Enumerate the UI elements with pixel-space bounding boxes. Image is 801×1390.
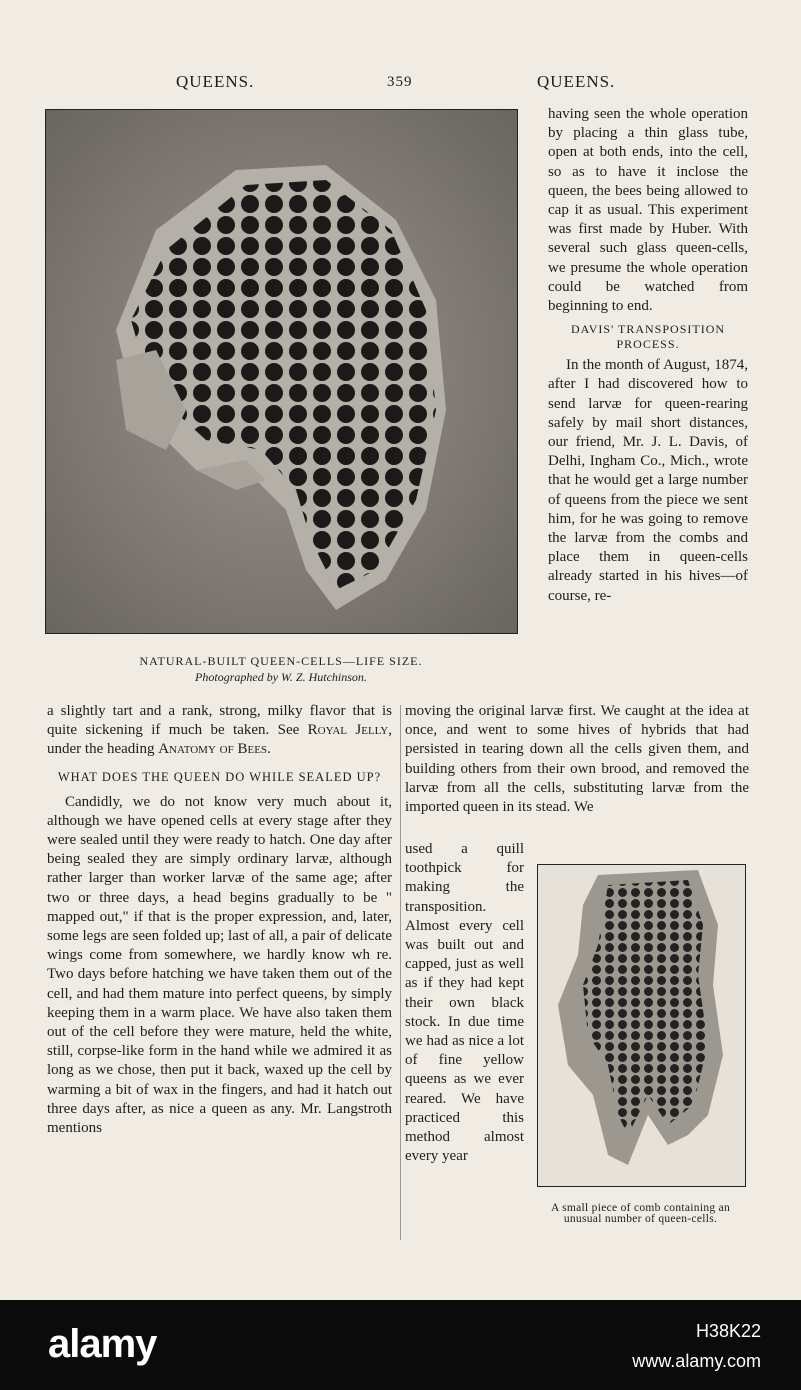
queen-cells-photo (45, 109, 518, 634)
figure1-caption-credit: Photographed by W. Z. Hutchinson. (195, 670, 367, 684)
comb-illustration (46, 110, 517, 633)
comb-piece-photo (537, 864, 746, 1187)
left-paragraph-1: a slightly tart and a rank, strong, milky flavor that is quite sickening if much be taken. See Royal Jelly, under the heading Anatomy of Bees. (47, 703, 392, 758)
middle-paragraph-1: moving the original larvæ first. We caught at the idea at once, and went to some hives of hybrids that had persisted in tearing down all the cells given them, and building others from their own brood, and removed the larvæ from all the cells, substituting larvæ from the imported queen in its stead. We (405, 703, 749, 816)
middle-text-wide (405, 702, 749, 817)
left-paragraph-2: Candidly, we do not know very much about it, although we have opened cells at every stage after they were sealed until they were ready to hatch. One day after being sealed they are simply ordinary larvæ, although rather larger than worker larvæ of the same age; after two or three days, a head begins gradually to be " mapped out," if that is the proper expression, and, later, some legs are seen folded up; last of all, a pair of delicate wings come from somewhere, we hardly know wh re. Two days before hatching we have taken them out of the cell, and had them mature into perfect queens, by simply keeping them in a warm place. We have also taken them out of the cell before they were mature, held the white, still, corpse-like form in the hand while we admired it as long as we chose, then put it back, waxed up the cell by warming a bit of wax in the fingers, and had it hatch out three days after, as nice a queen as any. Mr. Langstroth mentions (47, 793, 392, 1137)
ref-anatomy-of-bees: Anatomy of Bees (158, 741, 268, 758)
comb-piece-illustration (538, 865, 745, 1186)
alamy-logo: alamy (48, 1322, 157, 1366)
column-rule (400, 705, 401, 1240)
middle-paragraph-2: used a quill toothpick for making the transposition. Almost every cell was built out and capped, just as well as if they had kept their own black stock. In due time we had as nice a lot of fine yellow queens as we ever reared. We have practiced this method almost every year (405, 841, 524, 1165)
watermark-footer (0, 1300, 801, 1390)
ref-royal-jelly: Royal Jelly (307, 722, 389, 739)
left-column (47, 702, 392, 1138)
section-heading-davis: DAVIS' TRANSPOSITION PROCESS. (570, 322, 726, 352)
middle-text-narrow (405, 840, 524, 1166)
page-number: 359 (387, 74, 413, 90)
running-head-left: QUEENS. (176, 72, 255, 91)
right-paragraph-1: having seen the whole operation by placing a thin glass tube, open at both ends, into the cell, so as to have it inclose the queen, the bees being allowed to cap it as usual. This experiment was first made by Huber. With several such glass queen-cells, we presume the whole operation could be watched from beginning to end. (548, 106, 748, 315)
right-column (548, 105, 748, 606)
figure2-caption: A small piece of comb containing an unusual number of queen-cells. (550, 1202, 731, 1225)
figure1-caption-title: NATURAL-BUILT QUEEN-CELLS—LIFE SIZE. (139, 654, 423, 668)
right-paragraph-2: In the month of August, 1874, after I had discovered how to send larvæ for queen-rearing safely by mail short distances, our friend, Mr. J. L. Davis, of Delhi, Ingham Co., Mich., wrote that he would get a large number of queens from the piece we sent him, for he was going to remove the larvæ from the combs and place them in queen-cells already started in his hives—of course, re- (548, 357, 748, 604)
section-heading-sealed: WHAT DOES THE QUEEN DO WHILE SEALED UP? (57, 769, 382, 784)
running-head-right: QUEENS. (537, 72, 616, 91)
image-id: H38K22 www.alamy.com (632, 1321, 761, 1371)
